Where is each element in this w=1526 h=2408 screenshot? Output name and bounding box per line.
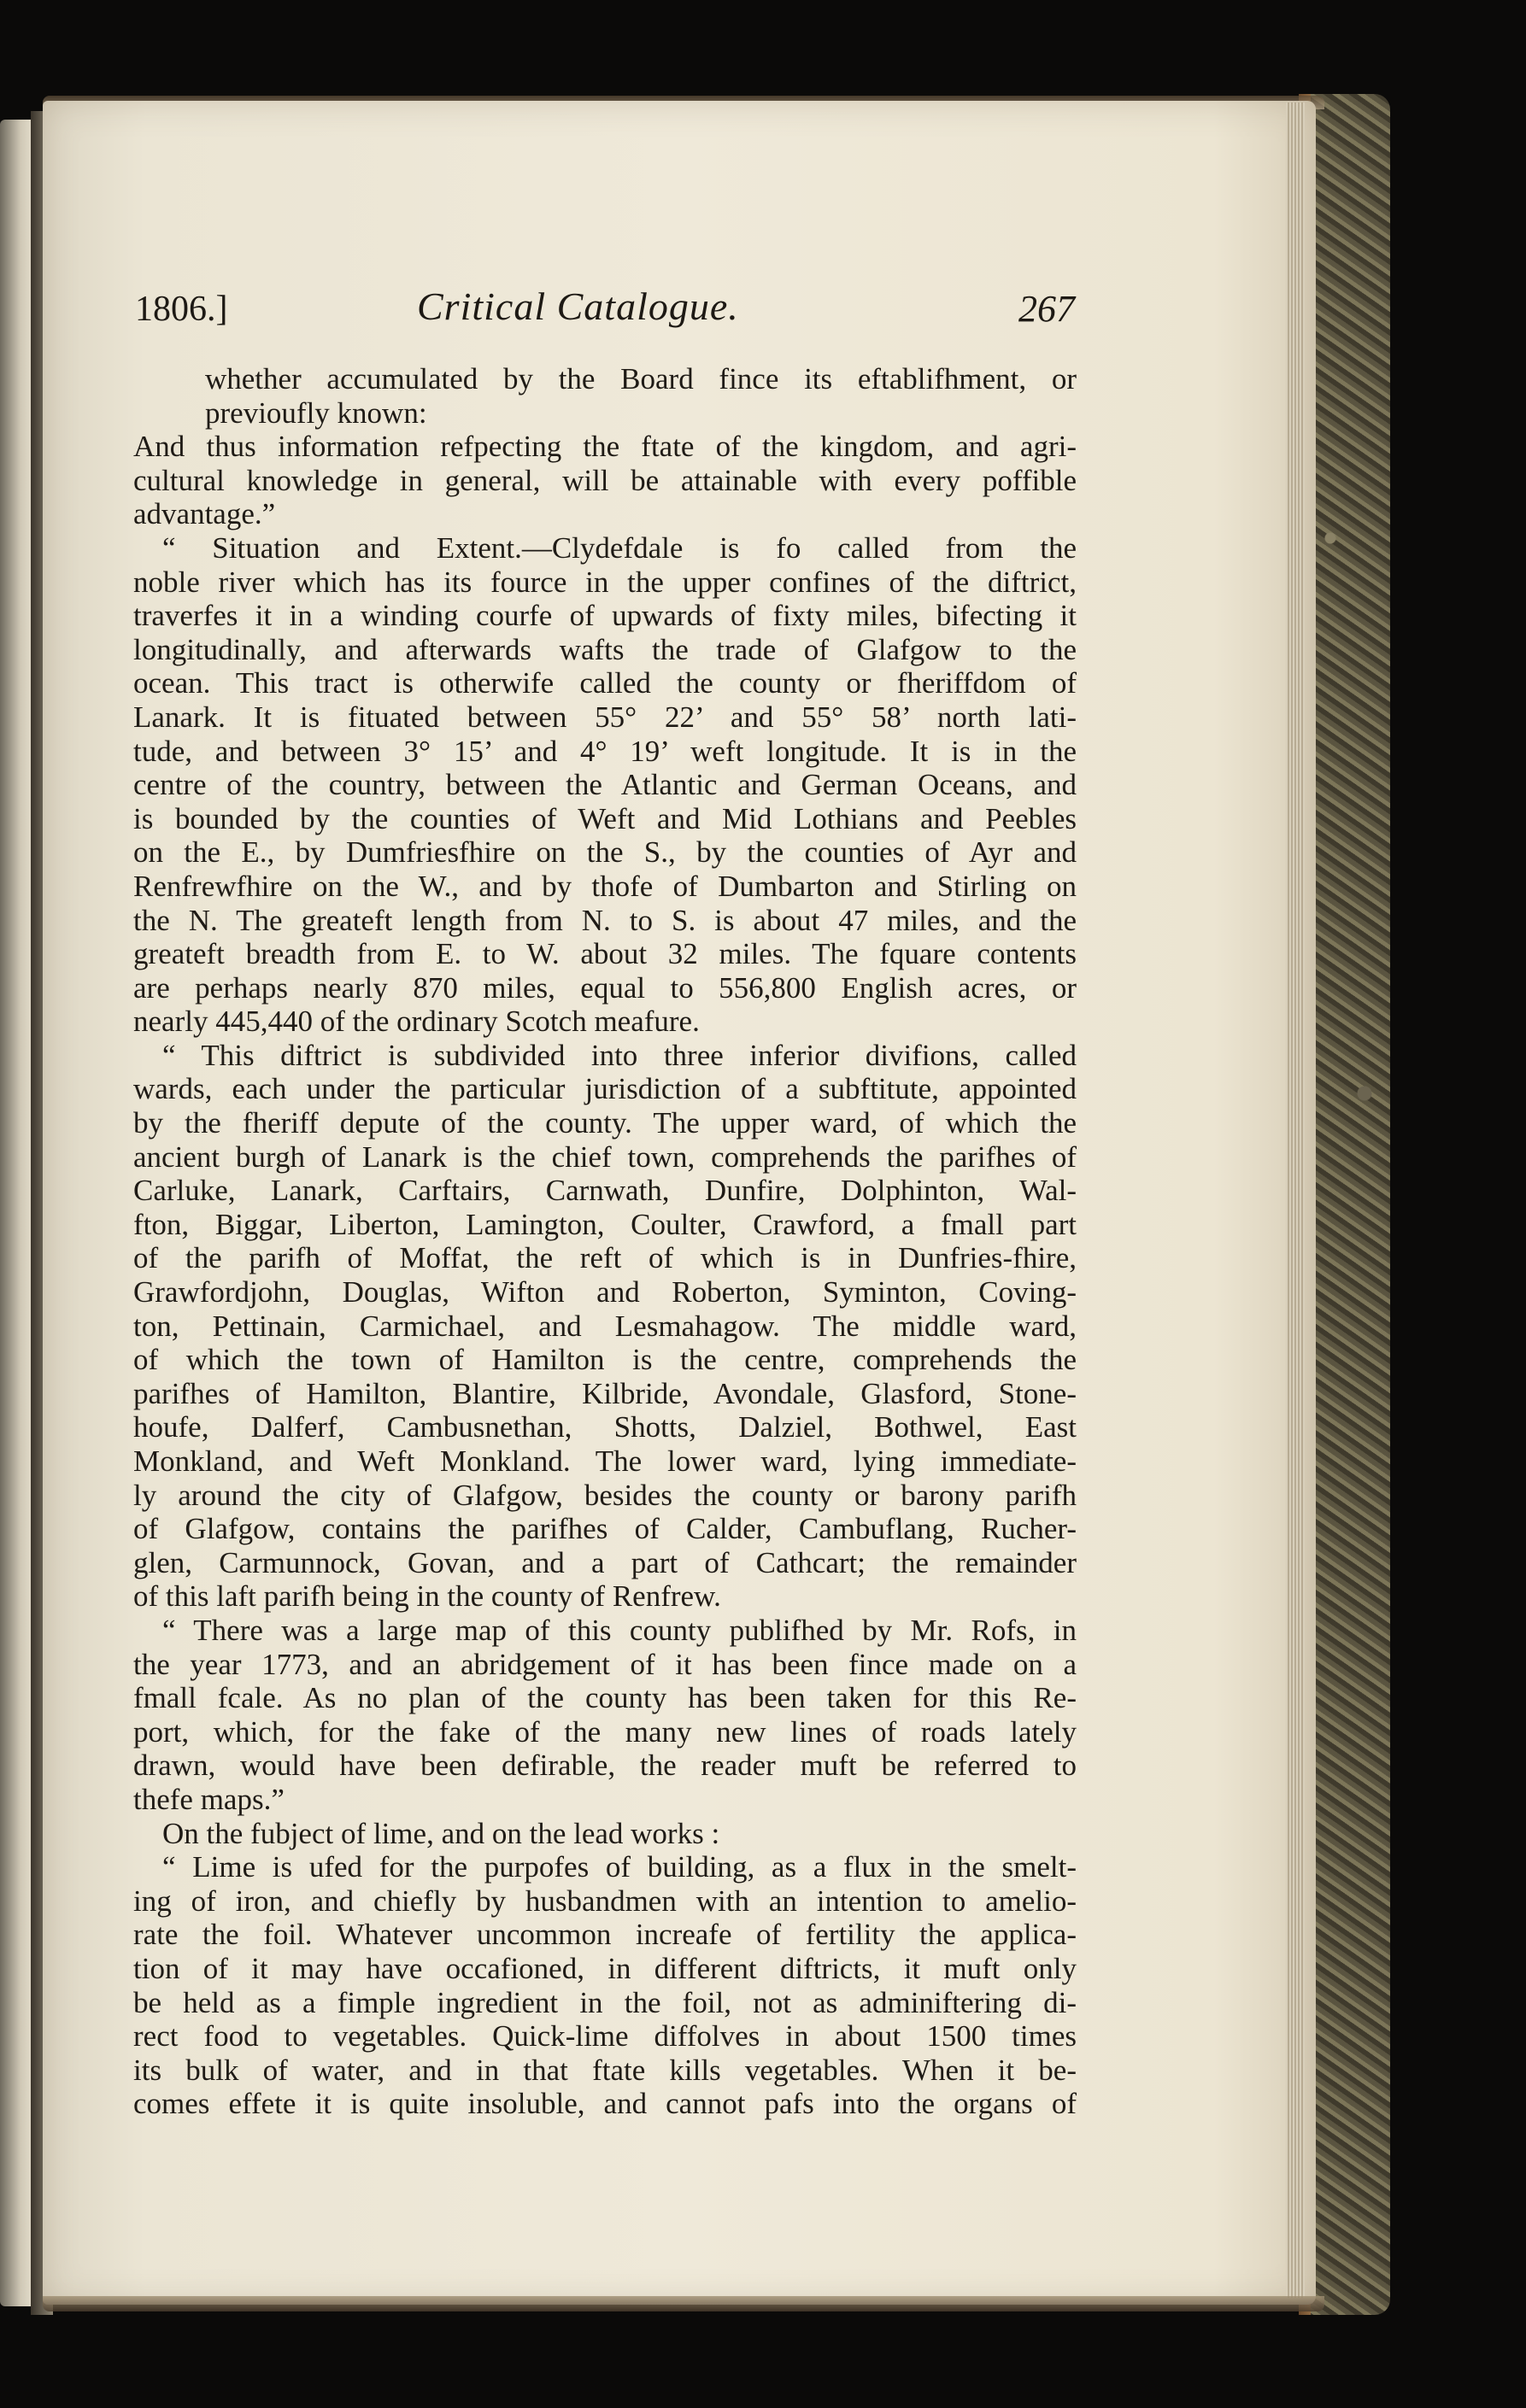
text-line: fton, Biggar, Liberton, Lamington, Coulter, Crawford, a fmall part <box>133 1207 1077 1241</box>
text-line: is bounded by the counties of Weft and Mid Lothians and Peebles <box>133 801 1077 835</box>
text-line: “ There was a large map of this county publifhed by Mr. Rofs, in <box>162 1613 1077 1647</box>
page-edge-bottom <box>43 2296 1324 2311</box>
text-line: ly around the city of Glafgow, besides the county or barony parifh <box>133 1478 1077 1512</box>
text-line: of which the town of Hamilton is the centre, comprehends the <box>133 1343 1077 1377</box>
text-line: ton, Pettinain, Carmichael, and Lesmahagow. The middle ward, <box>133 1309 1077 1343</box>
page-foreedge <box>1286 103 1305 2298</box>
text-line: on the E., by Dumfriesfhire on the S., by the counties of Ayr and <box>133 835 1077 870</box>
text-line: ocean. This tract is otherwife called the county or fheriffdom of <box>133 666 1077 700</box>
text-line: the year 1773, and an abridgement of it has been fince made on a <box>133 1647 1077 1681</box>
page-number: 267 <box>1018 288 1075 330</box>
text-line: thefe maps.” <box>133 1782 285 1816</box>
text-line: wards, each under the particular jurisdiction of a subftitute, appointed <box>133 1072 1077 1106</box>
text-line: ancient burgh of Lanark is the chief town, comprehends the parifhes of <box>133 1140 1077 1174</box>
text-line: And thus information refpecting the ftate of the kingdom, and agri- <box>133 430 1077 464</box>
text-line: drawn, would have been defirable, the reader muft be referred to <box>133 1749 1077 1783</box>
text-line: by the fheriff depute of the county. The upper ward, of which the <box>133 1106 1077 1140</box>
facing-page-edge <box>0 120 34 2306</box>
text-line: noble river which has its fource in the upper confines of the diftrict, <box>133 565 1077 599</box>
text-line: fmall fcale. As no plan of the county has been taken for this Re- <box>133 1681 1077 1715</box>
header-title: Critical Catalogue. <box>417 284 739 328</box>
text-line: tude, and between 3° 15’ and 4° 19’ weft longitude. It is in the <box>133 734 1077 768</box>
text-line: rate the foil. Whatever uncommon increafe of fertility the applica- <box>133 1918 1077 1952</box>
header-year: 1806.] <box>135 290 228 329</box>
text-line: longitudinally, and afterwards wafts the trade of Glafgow to the <box>133 632 1077 666</box>
text-line: of this laft parifh being in the county of Renfrew. <box>133 1579 721 1614</box>
text-line: houfe, Dalferf, Cambusnethan, Shotts, Dalziel, Bothwel, East <box>133 1410 1077 1444</box>
text-line: Carluke, Lanark, Carftairs, Carnwath, Dunfire, Dolphinton, Wal- <box>133 1174 1077 1208</box>
text-line: Monkland, and Weft Monkland. The lower ward, lying immediate- <box>133 1444 1077 1478</box>
text-line: the N. The greateft length from N. to S. is about 47 miles, and the <box>133 903 1077 937</box>
text-line: Lanark. It is fituated between 55° 22’ and 55° 58’ north lati- <box>133 700 1077 734</box>
text-line: comes effete it is quite insoluble, and cannot pafs into the organs of <box>133 2087 1077 2121</box>
text-line: advantage.” <box>133 497 276 531</box>
text-line: previoufly known: <box>205 395 427 430</box>
text-line: of Glafgow, contains the parifhes of Calder, Cambuflang, Rucher- <box>133 1512 1077 1546</box>
text-line: glen, Carmunnock, Govan, and a part of Cathcart; the remainder <box>133 1545 1077 1579</box>
text-line: tion of it may have occafioned, in different diftricts, it muft only <box>133 1951 1077 1985</box>
text-line: are perhaps nearly 870 miles, equal to 556,800 English acres, or <box>133 970 1077 1005</box>
text-line: Grawfordjohn, Douglas, Wifton and Roberton, Syminton, Coving- <box>133 1275 1077 1309</box>
text-line: be held as a fimple ingredient in the foil, not as adminiftering di- <box>133 1985 1077 2019</box>
text-line: On the fubject of lime, and on the lead works : <box>162 1816 720 1850</box>
text-line: its bulk of water, and in that ftate kills vegetables. When it be- <box>133 2053 1077 2087</box>
book-cover <box>1305 94 1390 2315</box>
text-line: parifhes of Hamilton, Blantire, Kilbride, Avondale, Glasford, Stone- <box>133 1376 1077 1410</box>
text-line: greateft breadth from E. to W. about 32 miles. The fquare contents <box>133 937 1077 971</box>
body-text <box>133 362 1077 2121</box>
text-line: Renfrewfhire on the W., and by thofe of Dumbarton and Stirling on <box>133 869 1077 903</box>
text-line: centre of the country, between the Atlantic and German Oceans, and <box>133 768 1077 802</box>
text-line: traverfes it in a winding courfe of upwards of fixty miles, bifecting it <box>133 599 1077 633</box>
text-line: ing of iron, and chiefly by husbandmen with an intention to amelio- <box>133 1884 1077 1918</box>
text-line: “ This diftrict is subdivided into three inferior divifions, called <box>162 1038 1077 1072</box>
text-line: whether accumulated by the Board fince its eftablifhment, or <box>205 362 1077 395</box>
text-line: “ Situation and Extent.—Clydefdale is fo called from the <box>162 530 1077 565</box>
text-line: of the parifh of Moffat, the reft of which is in Dunfries-fhire, <box>133 1241 1077 1275</box>
text-line: port, which, for the fake of the many new lines of roads lately <box>133 1714 1077 1749</box>
text-line: rect food to vegetables. Quick-lime diffolves in about 1500 times <box>133 2019 1077 2054</box>
text-line: cultural knowledge in general, will be attainable with every poffible <box>133 463 1077 497</box>
running-header <box>135 284 1075 340</box>
text-line: “ Lime is ufed for the purpofes of building, as a flux in the smelt- <box>162 1850 1077 1884</box>
text-line: nearly 445,440 of the ordinary Scotch meafure. <box>133 1005 700 1039</box>
